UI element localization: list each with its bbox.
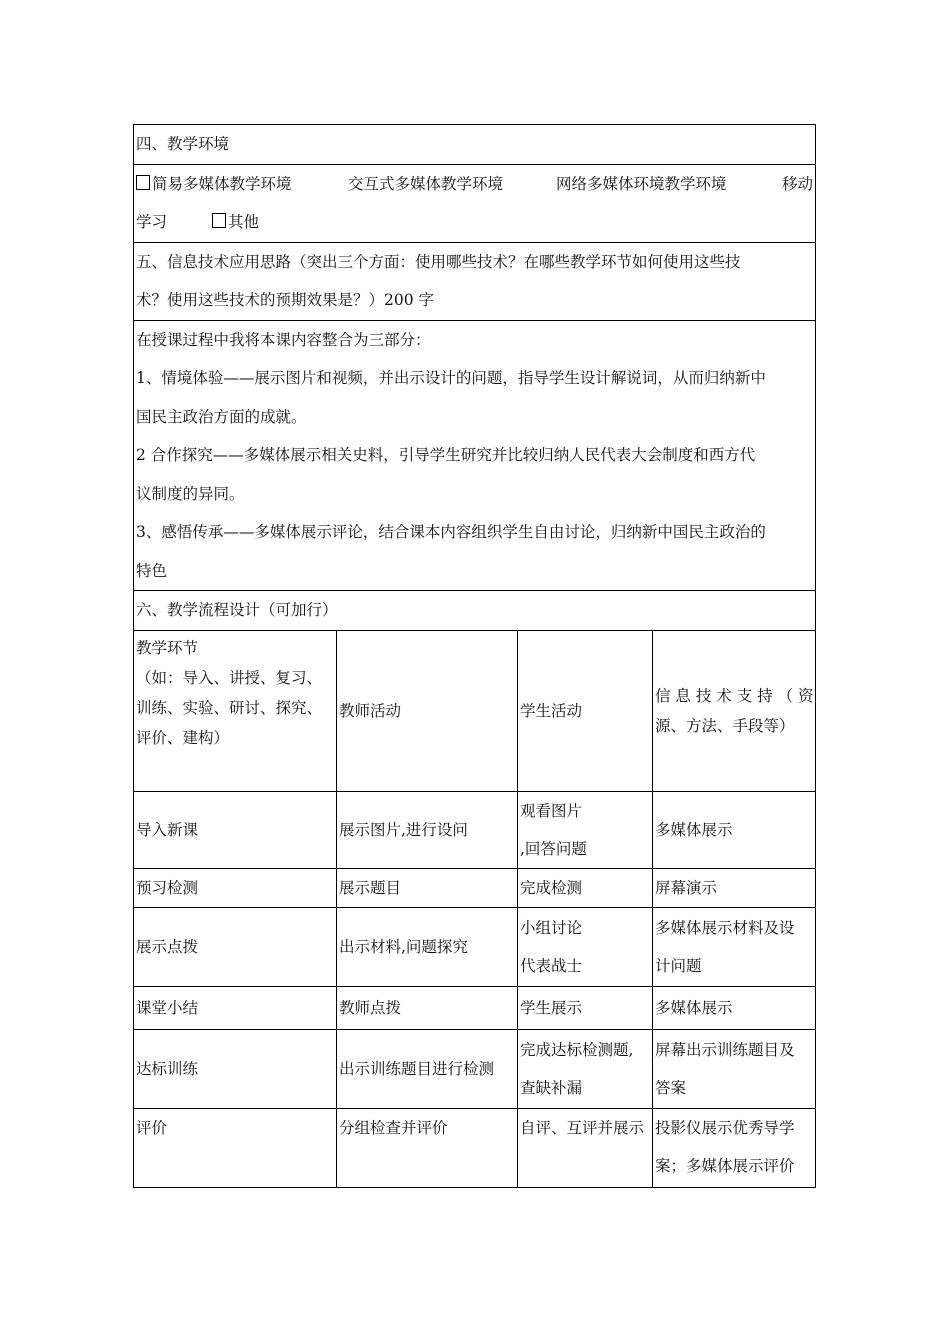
- student-cell: 完成达标检测题, 查缺补漏: [518, 1029, 653, 1108]
- table-row: [134, 791, 816, 868]
- teacher-cell: 出示训练题目进行检测: [337, 1029, 518, 1108]
- header-student-activity: 学生活动: [518, 630, 653, 791]
- lesson-plan-document: [133, 124, 815, 1188]
- stage-cell: 展示点拨: [134, 907, 337, 986]
- teacher-cell: 出示材料,问题探究: [337, 907, 518, 986]
- lesson-plan-table: [133, 124, 816, 1188]
- stage-cell: 达标训练: [134, 1029, 337, 1108]
- tech-cell: 多媒体展示: [653, 986, 816, 1029]
- section6-heading: 六、教学流程设计（可加行）: [134, 591, 816, 631]
- tech-cell: 投影仪展示优秀导学 案；多媒体展示评价: [653, 1108, 816, 1187]
- teacher-cell: 分组检查并评价: [337, 1108, 518, 1187]
- table-row: [134, 907, 816, 986]
- tech-cell: 屏幕出示训练题目及 答案: [653, 1029, 816, 1108]
- student-cell: 观看图片 ,回答问题: [518, 791, 653, 868]
- stage-cell: 评价: [134, 1108, 337, 1187]
- tech-cell: 屏幕演示: [653, 868, 816, 907]
- header-teacher-activity: 教师活动: [337, 630, 518, 791]
- table-row: [134, 1108, 816, 1187]
- student-cell: 学生展示: [518, 986, 653, 1029]
- option-network-multimedia: 网络多媒体环境教学环境: [556, 174, 727, 193]
- stage-cell: 课堂小结: [134, 986, 337, 1029]
- student-cell: 小组讨论 代表战士: [518, 907, 653, 986]
- teacher-cell: 展示图片,进行设问: [337, 791, 518, 868]
- table-row: [134, 1029, 816, 1108]
- checkbox-other[interactable]: [212, 213, 226, 228]
- table-row: [134, 868, 816, 907]
- option-mobile: 移动: [782, 174, 814, 193]
- option-interactive-multimedia: 交互式多媒体教学环境: [348, 174, 504, 193]
- tech-cell: 多媒体展示材料及设 计问题: [653, 907, 816, 986]
- teacher-cell: 展示题目: [337, 868, 518, 907]
- stage-cell: 预习检测: [134, 868, 337, 907]
- student-cell: 自评、互评并展示: [518, 1108, 653, 1187]
- checkbox-simple-multimedia[interactable]: [136, 175, 150, 190]
- stage-cell: 导入新课: [134, 791, 337, 868]
- tech-cell: 多媒体展示: [653, 791, 816, 868]
- header-stage: 教学环节 （如：导入、讲授、复习、 训练、实验、研讨、探究、 评价、建构）: [134, 630, 337, 791]
- teacher-cell: 教师点拨: [337, 986, 518, 1029]
- student-cell: 完成检测: [518, 868, 653, 907]
- section5-content: 在授课过程中我将本课内容整合为三部分： 1、情境体验——展示图片和视频，并出示设计的问题，指导学生设计解说词，从而归纳新中 国民主政治方面的成就。 2 合作探究——多媒体展示相关史料，引导学生研究并比较归纳人民代表大会制度和西方代 议制度的异同。 3、感悟传承——多媒体展示评论，结合课本内容组织学生自由讨论，归纳新中国民主政治的 特色: [134, 320, 816, 591]
- section5-heading: 五、信息技术应用思路（突出三个方面：使用哪些技术？在哪些教学环节如何使用这些技 术？使用这些技术的预期效果是？）200 字: [134, 242, 816, 320]
- option-mobile-cont: 学习: [136, 213, 168, 231]
- section4-environment-options: 简易多媒体教学环境 交互式多媒体教学环境 网络多媒体环境教学环境 移动 学习 其他: [134, 164, 816, 242]
- header-it-support: 信 息 技 术 支 持 （ 资 源、方法、手段等）: [653, 630, 816, 791]
- section4-heading: 四、教学环境: [134, 125, 816, 165]
- table-row: [134, 986, 816, 1029]
